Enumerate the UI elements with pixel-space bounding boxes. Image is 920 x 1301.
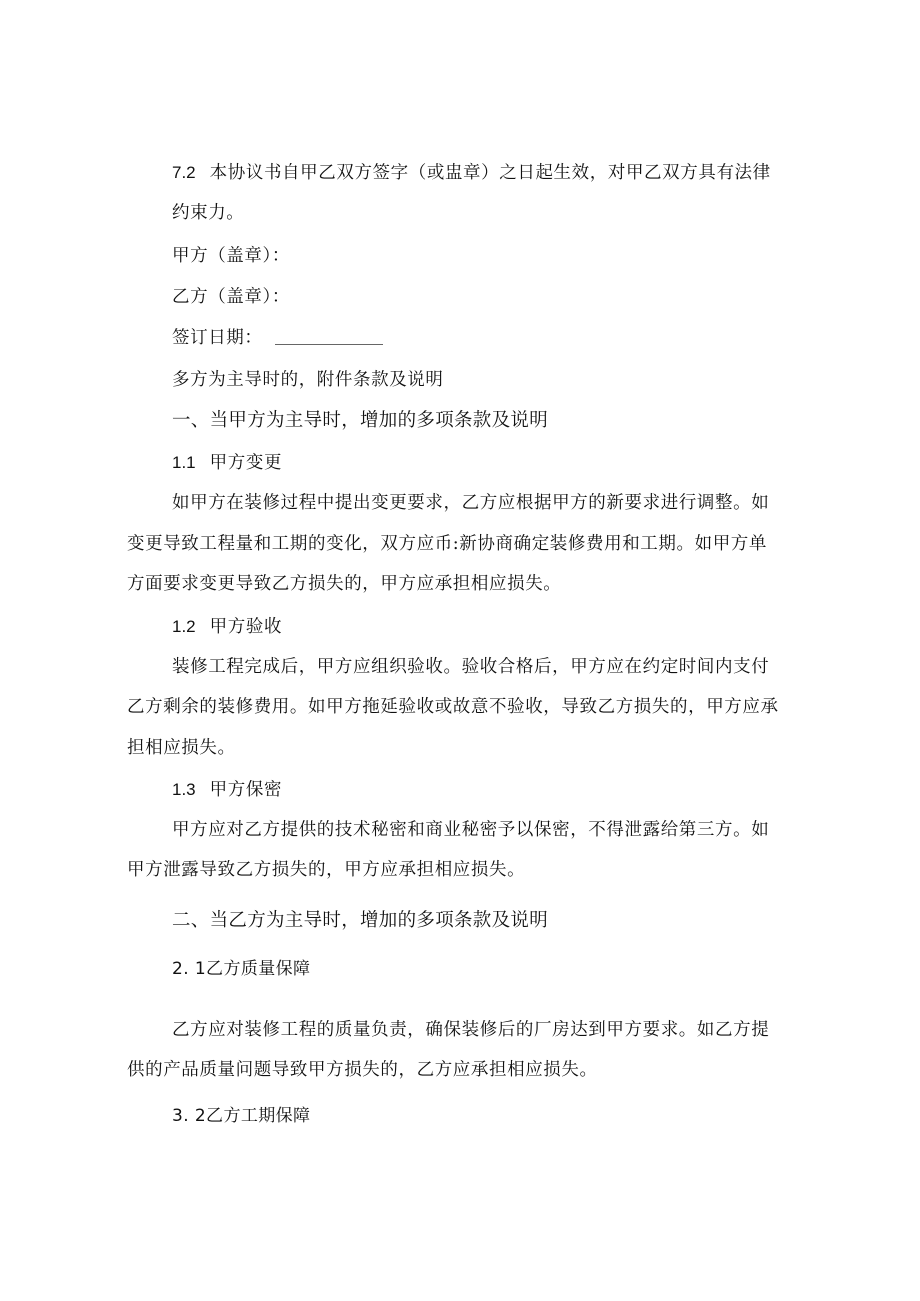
item-2-1-line: 供的产品质量问题导致甲方损失的，乙方应承担相应损失。 [127,1060,598,1080]
party-a-seal-label: 甲方（盖章）： [172,246,290,266]
item-1-1-line: 变更导致工程量和工期的变化，双方应币:新协商确定装修费用和工期。如甲方单 [127,534,767,554]
item-1-2-line: 乙方剩余的装修费用。如甲方拖延验收或故意不验收，导致乙方损失的，甲方应承 [127,697,779,717]
item-1-3-line: 甲方应对乙方提供的技术秘密和商业秘密予以保密，不得泄露给第三方。如 [172,820,770,840]
item-1-3-line: 甲方泄露导致乙方损失的，甲方应承担相应损失。 [127,860,526,880]
appendix-intro: 多方为主导时的，附件条款及说明 [172,370,444,390]
item-number: 1.3 [172,780,196,799]
party-b-seal-label: 乙方（盖章）： [172,287,290,307]
clause-text: 本协议书自甲乙双方签字（或盅章）之日起生效，对甲乙双方具有法律 [209,163,771,183]
clause-7-2-line1 [172,161,771,185]
item-number: 1.1 [172,453,196,472]
item-number: 1.2 [172,617,196,636]
item-title: 甲方变更 [209,453,283,473]
item-3-2-title: 3. 2乙方工期保障 [172,1106,311,1126]
item-title: 甲方验收 [209,617,283,637]
item-1-1-title [172,451,282,475]
section-1-heading: 一、当甲方为主导时，增加的多项条款及说明 [172,410,549,431]
signing-date-blank [275,330,383,345]
item-2-1-title: 2. 1乙方质量保障 [172,959,311,979]
item-1-1-line: 方面要求变更导致乙方损失的，甲方应承担相应损失。 [127,574,562,594]
item-1-3-title [172,778,282,802]
item-1-2-title [172,615,282,639]
item-1-2-line: 装修工程完成后，甲方应组织验收。验收合格后，甲方应在约定时间内支付 [172,657,770,677]
section-2-heading: 二、当乙方为主导时，增加的多项条款及说明 [172,910,549,931]
clause-number: 7.2 [172,163,196,182]
item-title: 甲方保密 [209,780,283,800]
clause-7-2-line2: 约束力。 [172,203,245,223]
item-2-1-line: 乙方应对装修工程的质量负责，确保装修后的厂房达到甲方要求。如乙方提 [172,1020,770,1040]
signing-date-label: 签订日期： [172,328,263,348]
item-1-2-line: 担相应损失。 [127,738,236,758]
signing-date-row [172,326,383,350]
item-1-1-line: 如甲方在装修过程中提出变更要求，乙方应根据甲方的新要求进行调整。如 [172,493,770,513]
